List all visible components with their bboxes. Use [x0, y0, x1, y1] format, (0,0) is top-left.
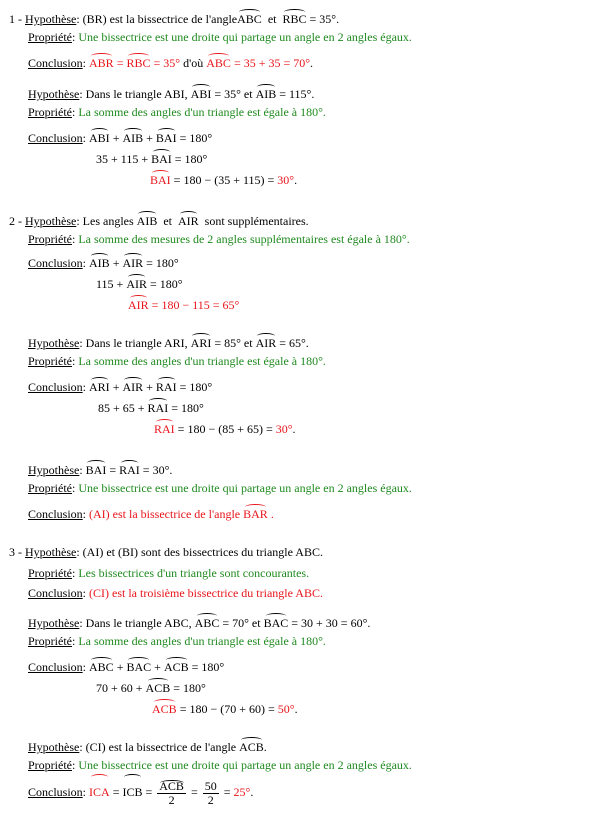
text: +	[151, 660, 164, 674]
s3-hypothesis-3: Hypothèse: (CI) est la bissectrice de l'angle ACB.	[28, 737, 267, 754]
s3-hypothesis-1: 3 - Hypothèse: (AI) et (BI) sont des bissectrices du triangle ABC.	[9, 545, 323, 559]
label-propriete: Propriété	[28, 481, 72, 495]
angle: BAC	[264, 613, 289, 630]
s3-property-2: Propriété: La somme des angles d'un triangle est égale à 180°.	[28, 634, 326, 648]
angle: ACB	[146, 678, 171, 695]
text: +	[143, 131, 156, 145]
fraction-denominator: 2	[207, 792, 214, 807]
label-propriete: Propriété	[28, 634, 72, 648]
conclusion-text: (CI) est la troisième bissectrice du triangle ABC.	[89, 586, 323, 600]
text: = 85° et	[214, 336, 253, 350]
angle: ICA	[89, 774, 110, 807]
property-text: Les bissectrices d'un triangle sont concourantes.	[78, 566, 310, 580]
text: = 70° et	[222, 616, 261, 630]
angle: AIR	[122, 253, 143, 270]
angle: ACB	[239, 737, 264, 754]
text: +	[109, 131, 123, 145]
text: = 180°	[176, 131, 213, 145]
label-conclusion: Conclusion	[28, 56, 83, 70]
angle: ABR	[89, 53, 114, 70]
s2-property-3: Propriété: Une bissectrice est une droite qui partage un angle en 2 angles égaux.	[28, 481, 412, 495]
angle: RAI	[119, 460, 140, 477]
label-propriete: Propriété	[28, 232, 72, 246]
s2-result-1	[128, 295, 239, 312]
s2-hypothesis-3: Hypothèse: BAI = RAI = 30°.	[28, 460, 172, 477]
text: = 65°.	[279, 336, 309, 350]
text: = 180°	[168, 401, 204, 415]
text: = 180°	[171, 152, 208, 166]
angle: AIB	[122, 128, 143, 145]
s1-property-2: Propriété: La somme des angles d'un triangle est égale à 180°.	[28, 105, 326, 119]
label-propriete: Propriété	[28, 758, 72, 772]
angle: AIR	[122, 377, 143, 394]
text: et	[163, 214, 172, 228]
text: .	[292, 422, 296, 436]
text: 85 + 65 +	[98, 401, 148, 415]
text: = 180°	[176, 380, 213, 394]
text: .	[250, 785, 254, 799]
text: =	[187, 785, 201, 799]
fraction-numerator: ACB	[159, 778, 184, 793]
s2-conclusion-3: Conclusion: (AI) est la bissectrice de l'angle BAR .	[28, 504, 274, 521]
angle: ABI	[191, 84, 212, 101]
s1-hypothesis-1: 1 - Hypothèse: (BR) est la bissectrice de l'angleABC et RBC = 35°.	[9, 9, 339, 26]
angle: ABC	[89, 657, 114, 674]
text: = 35° et	[214, 87, 253, 101]
text: Dans le triangle ABC,	[85, 616, 192, 630]
text: =	[109, 785, 123, 799]
s2-property-2: Propriété: La somme des angles d'un triangle est égale à 180°.	[28, 354, 326, 368]
angle: BAI	[86, 460, 107, 477]
property-text: Une bissectrice est une droite qui partage un angle en 2 angles égaux.	[78, 481, 412, 495]
text: = 180°	[188, 660, 225, 674]
s2-conclusion-1: Conclusion: AIB + AIR = 180°	[28, 253, 179, 270]
property-text: La somme des angles d'un triangle est égale à 180°.	[78, 354, 326, 368]
label-conclusion: Conclusion	[28, 660, 83, 674]
s2-conclusion-2-line2	[98, 398, 204, 415]
text: 70 + 60 +	[96, 681, 146, 695]
s3-conclusion-2: Conclusion: ABC + BAC + ACB = 180°	[28, 657, 224, 674]
property-text: Une bissectrice est une droite qui partage un angle en 2 angles égaux.	[78, 758, 412, 772]
angle: BAI	[156, 128, 177, 145]
label-propriete: Propriété	[28, 30, 72, 44]
s1-conclusion-2-line2	[96, 149, 207, 166]
text: = 30 + 30 = 60°.	[291, 616, 371, 630]
s1-hypothesis-2: Hypothèse: Dans le triangle ABI, ABI = 35° et AIB = 115°.	[28, 84, 314, 101]
result-value: 30°	[275, 422, 293, 436]
text: Dans le triangle ARI,	[85, 336, 188, 350]
label-hypothese: Hypothèse	[25, 545, 77, 559]
s3-property-3: Propriété: Une bissectrice est une droite qui partage un angle en 2 angles égaux.	[28, 758, 412, 772]
s3-property-1: Propriété: Les bissectrices d'un triangle sont concourantes.	[28, 566, 310, 580]
text: = 30°.	[139, 463, 173, 477]
angle: ABC	[206, 53, 231, 70]
angle: ACB	[164, 657, 189, 674]
text: = 180°	[170, 681, 206, 695]
section-number: 1 -	[9, 12, 22, 26]
s3-conclusion-3: Conclusion: ICA = ICB = $\frac{\text{ACB}}{2}$ = $\frac{50}{2}$ = 25°.	[28, 774, 253, 807]
text: = 35 + 35 = 70°	[230, 56, 311, 70]
text: = 180°	[147, 277, 183, 291]
text: +	[109, 256, 123, 270]
s2-result-2	[154, 419, 296, 436]
result-value: 25°	[233, 785, 251, 799]
label-hypothese: Hypothèse	[25, 12, 77, 26]
s1-conclusion-1: Conclusion: ABR = RBC = 35° d'où ABC = 35 + 35 = 70°.	[28, 53, 313, 70]
text: = 180°	[143, 256, 179, 270]
text: .	[294, 173, 298, 187]
s3-conclusion-1: Conclusion: (CI) est la troisième bissectrice du triangle ABC.	[28, 586, 323, 600]
label-propriete: Propriété	[28, 105, 72, 119]
label-conclusion: Conclusion	[28, 785, 83, 799]
angle: RAI	[156, 377, 177, 394]
text: = 35°.	[309, 12, 340, 26]
text: 115 +	[96, 277, 127, 291]
property-text: La somme des angles d'un triangle est égale à 180°.	[78, 105, 326, 119]
s1-property-1: Propriété: Une bissectrice est une droite qui partage un angle en 2 angles égaux.	[28, 30, 412, 44]
text: (BR) est la bissectrice de l'angle	[82, 12, 238, 26]
property-text: La somme des mesures de 2 angles supplémentaires est égale à 180°.	[78, 232, 410, 246]
angle: ARI	[89, 377, 110, 394]
s2-property-1: Propriété: La somme des mesures de 2 angles supplémentaires est égale à 180°.	[28, 232, 410, 246]
angle: ICB	[122, 774, 142, 807]
s3-hypothesis-2: Hypothèse: Dans le triangle ABC, ABC = 70° et BAC = 30 + 30 = 60°.	[28, 613, 370, 630]
text: .	[310, 56, 314, 70]
text: = 180 − (35 + 115) =	[170, 173, 278, 187]
text: =	[106, 463, 120, 477]
section-number: 3 -	[9, 545, 22, 559]
text: sont supplémentaires.	[204, 214, 309, 228]
label-conclusion: Conclusion	[28, 586, 83, 600]
angle: ABC	[237, 9, 262, 26]
text: +	[143, 380, 156, 394]
label-hypothese: Hypothèse	[28, 87, 80, 101]
section-number: 2 -	[9, 214, 22, 228]
label-hypothese: Hypothèse	[28, 336, 80, 350]
fraction-denominator: 2	[168, 792, 175, 807]
angle: BAI	[150, 170, 171, 187]
angle: AIB	[256, 84, 277, 101]
angle: AIR	[256, 333, 277, 350]
label-hypothese: Hypothèse	[28, 463, 80, 477]
property-text: La somme des angles d'un triangle est égale à 180°.	[78, 634, 326, 648]
text: d'où	[180, 56, 207, 70]
s2-conclusion-1-line2	[96, 274, 183, 291]
text: (AI) et (BI) sont des bissectrices du triangle ABC.	[82, 545, 323, 559]
label-hypothese: Hypothèse	[25, 214, 77, 228]
text: Les angles	[82, 214, 134, 228]
label-conclusion: Conclusion	[28, 131, 83, 145]
angle: BAC	[126, 657, 151, 674]
s1-result	[150, 170, 297, 187]
angle: ABI	[89, 128, 110, 145]
text: = 35°	[150, 56, 181, 70]
s1-conclusion-2: Conclusion: ABI + AIB + BAI = 180°	[28, 128, 212, 145]
s3-conclusion-2-line2	[96, 678, 206, 695]
text: = 115°.	[279, 87, 315, 101]
text: +	[109, 380, 123, 394]
angle: BAI	[151, 149, 172, 166]
text: Dans le triangle ABI,	[85, 87, 188, 101]
fraction-numerator: 50	[204, 778, 217, 793]
text: et	[267, 12, 277, 26]
label-conclusion: Conclusion	[28, 256, 83, 270]
angle: ACB	[152, 699, 177, 716]
result-value: 30°	[277, 173, 295, 187]
angle: RBC	[282, 9, 306, 26]
text: +	[113, 660, 127, 674]
angle: AIR	[128, 295, 149, 312]
label-conclusion: Conclusion	[28, 507, 83, 521]
text: = 180 − (70 + 60) =	[176, 702, 278, 716]
text: 35 + 115 +	[96, 152, 152, 166]
angle: BAR	[243, 504, 268, 521]
s2-hypothesis-2: Hypothèse: Dans le triangle ARI, ARI = 85° et AIR = 65°.	[28, 333, 309, 350]
property-text: Une bissectrice est une droite qui partage un angle en 2 angles égaux.	[78, 30, 412, 44]
angle: RAI	[148, 398, 169, 415]
angle: ABC	[195, 613, 220, 630]
angle: AIR	[178, 211, 199, 228]
text: .	[270, 507, 274, 521]
conclusion-text: (AI) est la bissectrice de l'angle	[89, 507, 241, 521]
text: = 180 − (85 + 65) =	[174, 422, 276, 436]
fraction	[203, 780, 219, 807]
label-propriete: Propriété	[28, 354, 72, 368]
text: =	[220, 785, 234, 799]
label-conclusion: Conclusion	[28, 380, 83, 394]
label-propriete: Propriété	[28, 566, 72, 580]
angle: RBC	[126, 53, 150, 70]
text: .	[294, 702, 298, 716]
angle: ARI	[191, 333, 212, 350]
text: .	[263, 740, 267, 754]
text: =	[116, 56, 127, 70]
text: =	[142, 785, 156, 799]
label-hypothese: Hypothèse	[28, 616, 80, 630]
angle: AIB	[89, 253, 110, 270]
s2-conclusion-2: Conclusion: ARI + AIR + RAI = 180°	[28, 377, 212, 394]
s2-hypothesis-1: 2 - Hypothèse: Les angles AIB et AIR sont supplémentaires.	[9, 211, 309, 228]
s3-result-2	[152, 699, 298, 716]
angle: RAI	[154, 419, 175, 436]
fraction	[157, 780, 186, 807]
angle: AIR	[126, 274, 147, 291]
angle: AIB	[137, 211, 158, 228]
result-value: 50°	[277, 702, 295, 716]
text: (CI) est la bissectrice de l'angle	[85, 740, 237, 754]
label-hypothese: Hypothèse	[28, 740, 80, 754]
result-value: = 180 − 115 = 65°	[148, 298, 240, 312]
